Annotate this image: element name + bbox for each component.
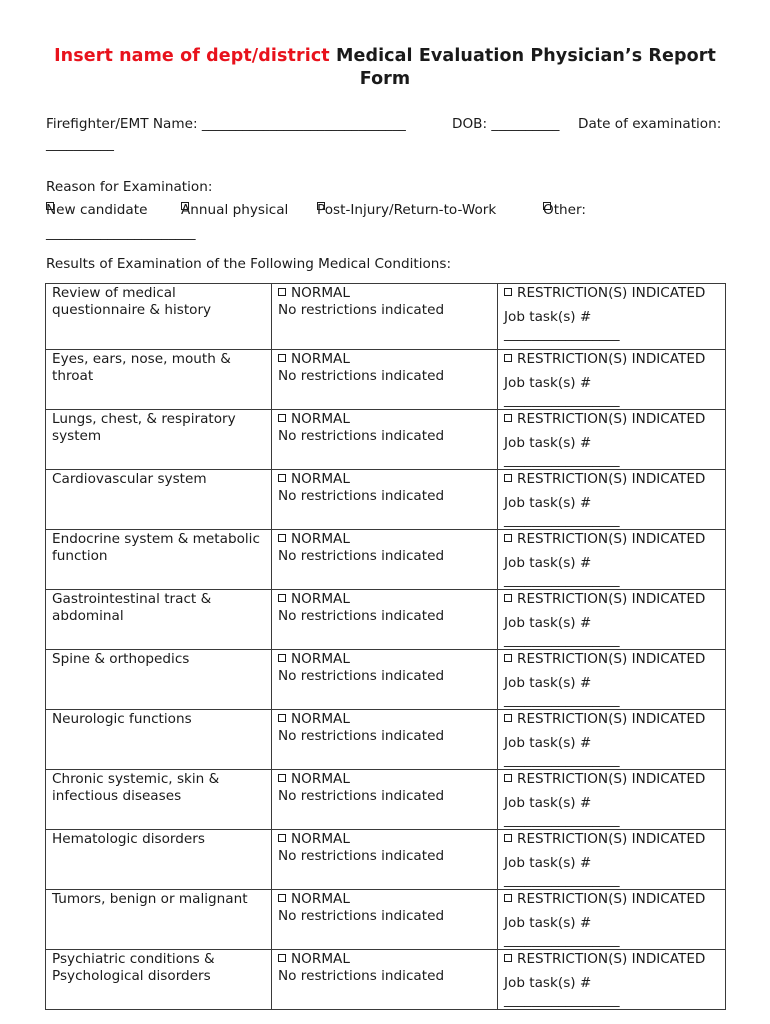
- restriction-option[interactable]: RESTRICTION(S) INDICATED: [504, 351, 719, 368]
- condition-label: Psychiatric conditions & Psychological disorders: [52, 951, 215, 984]
- normal-cell: [272, 410, 498, 470]
- checkbox-icon[interactable]: [504, 354, 512, 362]
- normal-cell: [272, 284, 498, 350]
- table-row: [46, 530, 726, 590]
- normal-option[interactable]: NORMAL: [278, 831, 491, 848]
- normal-option[interactable]: NORMAL: [278, 891, 491, 908]
- restriction-option[interactable]: RESTRICTION(S) INDICATED: [504, 831, 719, 848]
- checkbox-icon[interactable]: [278, 894, 286, 902]
- job-task-label: Job task(s) #: [504, 855, 592, 871]
- restriction-cell: [498, 770, 726, 830]
- job-task-label: Job task(s) #: [504, 435, 592, 451]
- condition-label: Review of medical questionnaire & history: [52, 285, 212, 318]
- job-task-blank[interactable]: _________________: [504, 392, 620, 408]
- checkbox-icon[interactable]: [278, 654, 286, 662]
- restriction-cell: [498, 830, 726, 890]
- job-task-label: Job task(s) #: [504, 615, 592, 631]
- restriction-cell: [498, 890, 726, 950]
- condition-label: Tumors, benign or malignant: [52, 891, 248, 907]
- identity-row: [46, 116, 722, 132]
- condition-label: Neurologic functions: [52, 711, 192, 727]
- normal-option[interactable]: NORMAL: [278, 471, 491, 488]
- normal-subtext: No restrictions indicated: [278, 368, 445, 384]
- checkbox-icon[interactable]: [504, 594, 512, 602]
- job-task-label: Job task(s) #: [504, 309, 592, 325]
- form-title: [40, 45, 730, 91]
- job-task-label: Job task(s) #: [504, 975, 592, 991]
- normal-option[interactable]: NORMAL: [278, 411, 491, 428]
- job-task-label: Job task(s) #: [504, 795, 592, 811]
- restriction-option[interactable]: RESTRICTION(S) INDICATED: [504, 591, 719, 608]
- dob-field-label[interactable]: DOB: __________: [452, 116, 560, 132]
- checkbox-icon[interactable]: [504, 714, 512, 722]
- restriction-cell: [498, 410, 726, 470]
- job-task-blank[interactable]: _________________: [504, 992, 620, 1008]
- condition-label: Hematologic disorders: [52, 831, 205, 847]
- normal-cell: [272, 830, 498, 890]
- condition-label: Gastrointestinal tract & abdominal: [52, 591, 212, 624]
- job-task-label: Job task(s) #: [504, 675, 592, 691]
- restriction-option[interactable]: RESTRICTION(S) INDICATED: [504, 411, 719, 428]
- table-row: [46, 284, 726, 350]
- job-task-blank[interactable]: _________________: [504, 812, 620, 828]
- reason-label: Reason for Examination:: [46, 179, 213, 195]
- condition-cell: [46, 284, 272, 350]
- job-task-blank[interactable]: _________________: [504, 692, 620, 708]
- checkbox-icon[interactable]: [278, 534, 286, 542]
- table-row: [46, 830, 726, 890]
- checkbox-icon[interactable]: [278, 594, 286, 602]
- restriction-cell: [498, 590, 726, 650]
- checkbox-icon[interactable]: [504, 774, 512, 782]
- condition-label: Spine & orthopedics: [52, 651, 190, 667]
- condition-cell: [46, 590, 272, 650]
- table-row: [46, 350, 726, 410]
- normal-subtext: No restrictions indicated: [278, 728, 445, 744]
- condition-cell: [46, 470, 272, 530]
- checkbox-icon[interactable]: [504, 474, 512, 482]
- normal-cell: [272, 350, 498, 410]
- normal-cell: [272, 470, 498, 530]
- table-row: [46, 890, 726, 950]
- dept-placeholder: Insert name of dept/district: [54, 46, 330, 66]
- condition-cell: [46, 710, 272, 770]
- checkbox-icon[interactable]: [278, 714, 286, 722]
- checkbox-icon[interactable]: [278, 474, 286, 482]
- normal-subtext: No restrictions indicated: [278, 608, 445, 624]
- restriction-option[interactable]: RESTRICTION(S) INDICATED: [504, 285, 719, 302]
- checkbox-icon[interactable]: [278, 774, 286, 782]
- normal-subtext: No restrictions indicated: [278, 788, 445, 804]
- normal-subtext: No restrictions indicated: [278, 848, 445, 864]
- condition-cell: [46, 410, 272, 470]
- condition-label: Cardiovascular system: [52, 471, 207, 487]
- condition-label: Endocrine system & metabolic function: [52, 531, 260, 564]
- table-row: [46, 650, 726, 710]
- checkbox-icon[interactable]: [278, 414, 286, 422]
- exam-date-label: Date of examination:: [578, 116, 722, 132]
- condition-cell: [46, 950, 272, 1010]
- restriction-option[interactable]: RESTRICTION(S) INDICATED: [504, 951, 719, 968]
- normal-option[interactable]: NORMAL: [278, 951, 491, 968]
- condition-cell: [46, 650, 272, 710]
- table-row: [46, 710, 726, 770]
- restriction-option[interactable]: RESTRICTION(S) INDICATED: [504, 531, 719, 548]
- results-label: Results of Examination of the Following Medical Conditions:: [46, 256, 452, 272]
- normal-cell: [272, 770, 498, 830]
- restriction-cell: [498, 650, 726, 710]
- table-row: [46, 590, 726, 650]
- restriction-option[interactable]: RESTRICTION(S) INDICATED: [504, 471, 719, 488]
- job-task-label: Job task(s) #: [504, 915, 592, 931]
- normal-subtext: No restrictions indicated: [278, 428, 445, 444]
- checkbox-icon[interactable]: [504, 414, 512, 422]
- normal-cell: [272, 890, 498, 950]
- normal-subtext: No restrictions indicated: [278, 968, 445, 984]
- normal-option[interactable]: NORMAL: [278, 651, 491, 668]
- exam-date-blank[interactable]: __________: [46, 136, 114, 152]
- form-title-text: Medical Evaluation Physician’s Report Form: [335, 46, 716, 89]
- restriction-cell: [498, 710, 726, 770]
- restriction-option[interactable]: RESTRICTION(S) INDICATED: [504, 711, 719, 728]
- restriction-cell: [498, 950, 726, 1010]
- job-task-label: Job task(s) #: [504, 735, 592, 751]
- normal-subtext: No restrictions indicated: [278, 302, 445, 318]
- job-task-label: Job task(s) #: [504, 555, 592, 571]
- restriction-cell: [498, 284, 726, 350]
- checkbox-icon[interactable]: [278, 954, 286, 962]
- restriction-option[interactable]: RESTRICTION(S) INDICATED: [504, 891, 719, 908]
- normal-subtext: No restrictions indicated: [278, 668, 445, 684]
- table-row: [46, 950, 726, 1010]
- job-task-blank[interactable]: _________________: [504, 572, 620, 588]
- job-task-blank[interactable]: _________________: [504, 752, 620, 768]
- condition-cell: [46, 830, 272, 890]
- restriction-cell: [498, 350, 726, 410]
- job-task-blank[interactable]: _________________: [504, 452, 620, 468]
- table-row: [46, 770, 726, 830]
- other-blank[interactable]: ______________________: [46, 225, 196, 241]
- normal-subtext: No restrictions indicated: [278, 908, 445, 924]
- normal-option[interactable]: NORMAL: [278, 771, 491, 788]
- job-task-label: Job task(s) #: [504, 375, 592, 391]
- checkbox-icon[interactable]: [504, 954, 512, 962]
- checkbox-icon[interactable]: [504, 894, 512, 902]
- form-page: Insert name of dept/district Medical Evaluation Physician’s Report Form Firefighter/EMT Name: ______________________________ DOB: __________ Date of examination: __________ Reason for Examination: New candidate Annual physical Post-Injury/Return-to-Work Other: ______________________ Results of Examination of the Following Medical Conditions: Review of medical questionnaire & history NORMAL No restrictions indicated RESTRICTION(S) INDICATED Job task(s) # _________________ Eyes, ears, nose, mouth & throat NORMAL No restrictions indicated RESTRICTION(S) INDICATED Job task(s) # _________________ Lungs, chest, & respiratory system NORMAL No restrictions indicated RESTRICTION(S) INDICATED Job task(s) # _________________ Cardiovascular system NORMAL No restrictions indicated RESTRICTION(S) INDICATED Job task(s) # _________________ Endocrine system & metabolic function NORMAL No restrictions indicated RESTRICTION(S) INDICATED Job task(s) # _________________ Gastrointestinal tract & abdominal NORMAL No restrictions indicated RESTRICTION(S) INDICATED Job task(s) # _________________ Spine & orthopedics NORMAL No restrictions indicated RESTRICTION(S) INDICATED Job task(s) # _________________ Neurologic functions NORMAL No restrictions indicated RESTRICTION(S) INDICATED Job task(s) # _________________ Chronic systemic, skin & infectious diseases NORMAL No restrictions indicated RESTRICTION(S) INDICATED Job task(s) # _________________ Hematologic disorders NORMAL No restrictions indicated RESTRICTION(S) INDICATED Job task(s) # _________________ Tumors, benign or malignant NORMAL No restrictions indicated RESTRICTION(S) INDICATED Job task(s) # _________________ Psychiatric conditions & Psychological disorders NORMAL No restrictions indicated RESTRICTION(S) INDICATED Job task(s) # _________________: [0, 0, 770, 1024]
- normal-subtext: No restrictions indicated: [278, 548, 445, 564]
- checkbox-icon[interactable]: [504, 534, 512, 542]
- table-row: [46, 410, 726, 470]
- normal-option[interactable]: NORMAL: [278, 531, 491, 548]
- restriction-option[interactable]: RESTRICTION(S) INDICATED: [504, 651, 719, 668]
- job-task-blank[interactable]: _________________: [504, 932, 620, 948]
- normal-cell: [272, 650, 498, 710]
- normal-option[interactable]: NORMAL: [278, 285, 491, 302]
- results-table: [45, 283, 726, 1010]
- checkbox-icon[interactable]: [504, 288, 512, 296]
- name-field-label[interactable]: Firefighter/EMT Name: ______________________________: [46, 116, 406, 132]
- normal-cell: [272, 950, 498, 1010]
- condition-cell: [46, 770, 272, 830]
- normal-cell: [272, 530, 498, 590]
- job-task-blank[interactable]: _________________: [504, 632, 620, 648]
- restriction-cell: [498, 470, 726, 530]
- normal-cell: [272, 710, 498, 770]
- job-task-label: Job task(s) #: [504, 495, 592, 511]
- condition-label: Lungs, chest, & respiratory system: [52, 411, 236, 444]
- table-row: [46, 470, 726, 530]
- job-task-blank[interactable]: _________________: [504, 872, 620, 888]
- normal-subtext: No restrictions indicated: [278, 488, 445, 504]
- checkbox-icon[interactable]: [504, 834, 512, 842]
- condition-label: Chronic systemic, skin & infectious diseases: [52, 771, 220, 804]
- job-task-blank[interactable]: _________________: [504, 512, 620, 528]
- restriction-cell: [498, 530, 726, 590]
- condition-label: Eyes, ears, nose, mouth & throat: [52, 351, 231, 384]
- condition-cell: [46, 530, 272, 590]
- normal-cell: [272, 590, 498, 650]
- condition-cell: [46, 350, 272, 410]
- checkbox-icon[interactable]: [278, 288, 286, 296]
- normal-option[interactable]: NORMAL: [278, 711, 491, 728]
- normal-option[interactable]: NORMAL: [278, 351, 491, 368]
- restriction-option[interactable]: RESTRICTION(S) INDICATED: [504, 771, 719, 788]
- condition-cell: [46, 890, 272, 950]
- checkbox-icon[interactable]: [504, 654, 512, 662]
- normal-option[interactable]: NORMAL: [278, 591, 491, 608]
- checkbox-icon[interactable]: [278, 354, 286, 362]
- job-task-blank[interactable]: _________________: [504, 326, 620, 342]
- checkbox-icon[interactable]: [278, 834, 286, 842]
